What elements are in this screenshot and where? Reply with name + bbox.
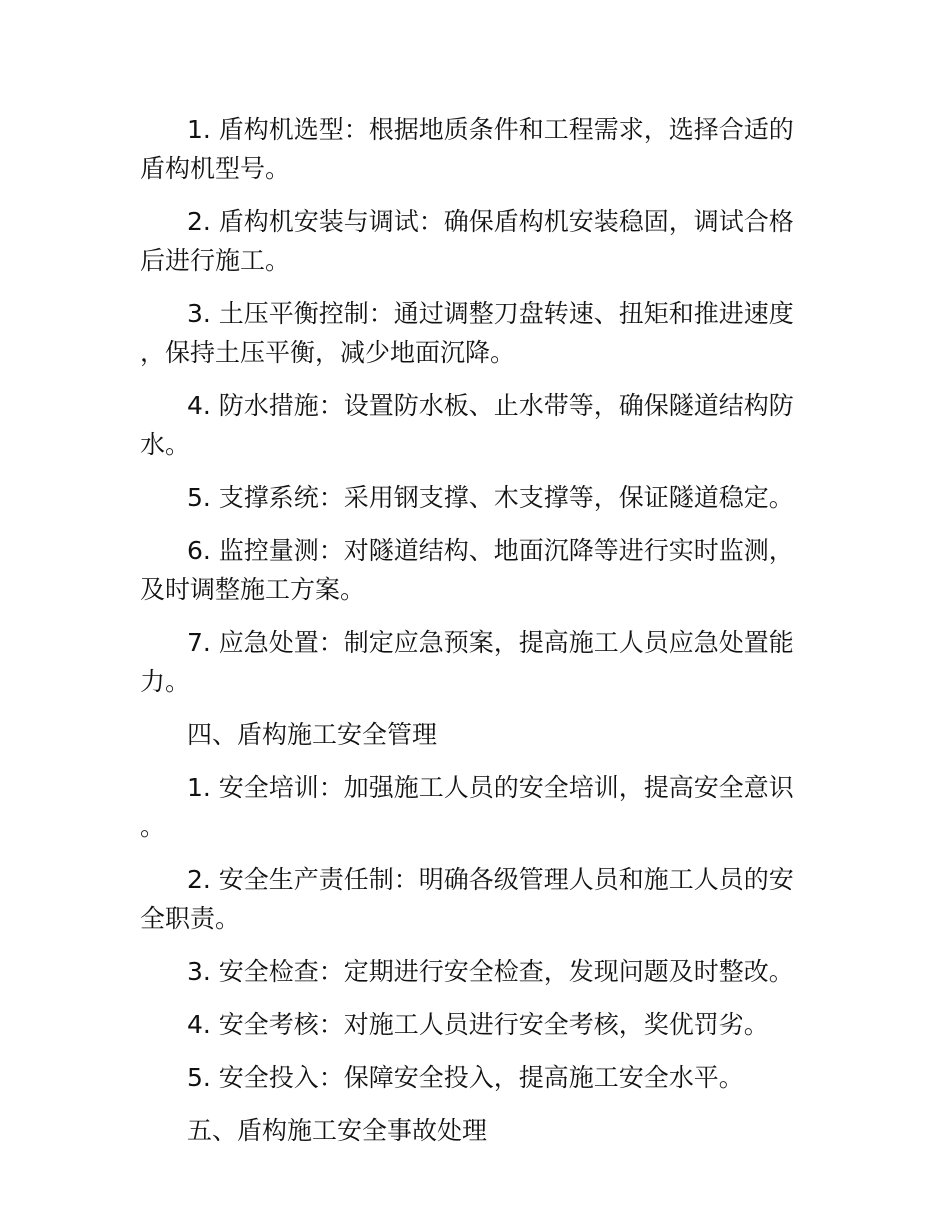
list-item-safety-inspection: 3. 安全检查：定期进行安全检查，发现问题及时整改。 bbox=[187, 957, 794, 986]
list-item-safety-training: 1. 安全培训：加强施工人员的安全培训，提高安全意识。 bbox=[140, 773, 794, 841]
list-item-support-system: 5. 支撑系统：采用钢支撑、木支撑等，保证隧道稳定。 bbox=[187, 483, 794, 512]
list-item-shield-machine-selection: 1. 盾构机选型：根据地质条件和工程需求，选择合适的盾构机型号。 bbox=[140, 115, 794, 183]
section-heading-safety-management: 四、盾构施工安全管理 bbox=[187, 720, 438, 749]
list-item-waterproofing: 4. 防水措施：设置防水板、止水带等，确保隧道结构防水。 bbox=[140, 391, 794, 459]
list-item-safety-assessment: 4. 安全考核：对施工人员进行安全考核，奖优罚劣。 bbox=[187, 1010, 769, 1039]
list-item-responsibility-system: 2. 安全生产责任制：明确各级管理人员和施工人员的安全职责。 bbox=[140, 865, 794, 933]
document-body bbox=[140, 110, 815, 1164]
list-item-safety-investment: 5. 安全投入：保障安全投入，提高施工安全水平。 bbox=[187, 1063, 744, 1092]
list-item-emergency-response: 7. 应急处置：制定应急预案，提高施工人员应急处置能力。 bbox=[140, 628, 794, 696]
list-item-monitoring: 6. 监控量测：对隧道结构、地面沉降等进行实时监测，及时调整施工方案。 bbox=[140, 536, 794, 604]
list-item-installation-debugging: 2. 盾构机安装与调试：确保盾构机安装稳固，调试合格后进行施工。 bbox=[140, 207, 794, 275]
section-heading-accident-handling: 五、盾构施工安全事故处理 bbox=[187, 1116, 488, 1145]
list-item-earth-pressure-control: 3. 土压平衡控制：通过调整刀盘转速、扭矩和推进速度，保持土压平衡，减少地面沉降。 bbox=[140, 299, 794, 367]
